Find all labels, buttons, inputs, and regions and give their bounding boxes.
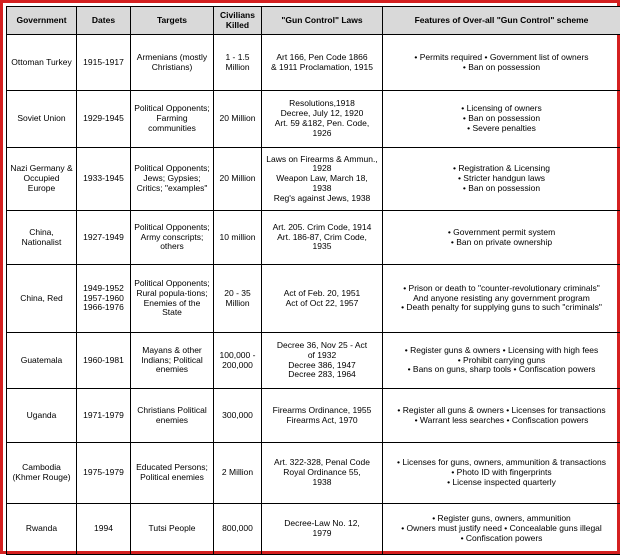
table-row [7, 443, 620, 504]
cell-laws: Art. 322-328, Penal Code Royal Ordinance 55, 1938 [262, 443, 383, 504]
cell-laws: Decree-Law No. 12, 1979 [262, 504, 383, 555]
cell-government: China, Red [7, 265, 77, 333]
cell-features [383, 148, 620, 211]
cell-killed: 1 - 1.5 Million [214, 35, 262, 91]
header-targets: Targets [131, 7, 214, 35]
cell-features [383, 333, 620, 389]
feature-line: • Prison or death to "counter-revolutionary criminals" [385, 284, 618, 294]
cell-dates: 1933-1945 [77, 148, 131, 211]
cell-features [383, 389, 620, 443]
cell-government: Ottoman Turkey [7, 35, 77, 91]
header-features: Features of Over-all "Gun Control" scheme [383, 7, 620, 35]
cell-features [383, 443, 620, 504]
feature-line: • Stricter handgun laws [385, 174, 618, 184]
cell-laws: Resolutions,1918 Decree, July 12, 1920 Art. 59 &182, Pen. Code, 1926 [262, 91, 383, 148]
feature-line: • Death penalty for supplying guns to such "criminals" [385, 303, 618, 313]
header-laws: "Gun Control" Laws [262, 7, 383, 35]
feature-line: • Licenses for guns, owners, ammunition & transactions [385, 458, 618, 468]
cell-dates: 1949-1952 1957-1960 1966-1976 [77, 265, 131, 333]
table-row [7, 265, 620, 333]
cell-government: Cambodia (Khmer Rouge) [7, 443, 77, 504]
cell-targets: Political Opponents; Army conscripts; others [131, 211, 214, 265]
table-row [7, 211, 620, 265]
cell-targets: Educated Persons; Political enemies [131, 443, 214, 504]
feature-line: • Ban on possession [385, 63, 618, 73]
cell-killed: 20 Million [214, 148, 262, 211]
feature-line: • Register all guns & owners • Licenses for transactions [385, 406, 618, 416]
cell-government: Rwanda [7, 504, 77, 555]
cell-targets: Political Opponents; Jews; Gypsies; Critics; "examples" [131, 148, 214, 211]
feature-line: • License inspected quarterly [385, 478, 618, 488]
cell-government: Guatemala [7, 333, 77, 389]
cell-dates: 1929-1945 [77, 91, 131, 148]
table-row [7, 389, 620, 443]
cell-laws: Laws on Firearms & Ammun., 1928 Weapon Law, March 18, 1938 Reg's against Jews, 1938 [262, 148, 383, 211]
cell-features [383, 265, 620, 333]
header-government: Government [7, 7, 77, 35]
cell-government: China, Nationalist [7, 211, 77, 265]
cell-targets: Armenians (mostly Christians) [131, 35, 214, 91]
cell-killed: 2 Million [214, 443, 262, 504]
cell-laws: Art. 205. Crim Code, 1914 Art. 186-87, Crim Code, 1935 [262, 211, 383, 265]
cell-killed: 300,000 [214, 389, 262, 443]
feature-line: • Register guns, owners, ammunition [385, 514, 618, 524]
cell-laws: Act of Feb. 20, 1951 Act of Oct 22, 1957 [262, 265, 383, 333]
cell-laws: Art 166, Pen Code 1866 & 1911 Proclamation, 1915 [262, 35, 383, 91]
cell-killed: 20 Million [214, 91, 262, 148]
cell-government: Uganda [7, 389, 77, 443]
header-dates: Dates [77, 7, 131, 35]
feature-line: • Ban on possession [385, 184, 618, 194]
feature-line: • Owners must justify need • Concealable guns illegal [385, 524, 618, 534]
table-row [7, 35, 620, 91]
cell-features [383, 35, 620, 91]
cell-dates: 1994 [77, 504, 131, 555]
feature-line: And anyone resisting any government program [385, 294, 618, 304]
table-row [7, 333, 620, 389]
feature-line: • Prohibit carrying guns [385, 356, 618, 366]
feature-line: • Severe penalties [385, 124, 618, 134]
feature-line: • Register guns & owners • Licensing with high fees [385, 346, 618, 356]
cell-targets: Political Opponents; Farming communities [131, 91, 214, 148]
cell-targets: Mayans & other Indians; Political enemies [131, 333, 214, 389]
feature-line: • Ban on possession [385, 114, 618, 124]
cell-targets: Political Opponents; Rural popula-tions; Enemies of the State [131, 265, 214, 333]
cell-government: Soviet Union [7, 91, 77, 148]
table-row [7, 148, 620, 211]
cell-government: Nazi Germany & Occupied Europe [7, 148, 77, 211]
cell-targets: Christians Political enemies [131, 389, 214, 443]
cell-killed: 10 million [214, 211, 262, 265]
cell-dates: 1960-1981 [77, 333, 131, 389]
feature-line: • Licensing of owners [385, 104, 618, 114]
gun-control-table [6, 6, 620, 555]
cell-killed: 800,000 [214, 504, 262, 555]
cell-targets: Tutsi People [131, 504, 214, 555]
table-row [7, 91, 620, 148]
cell-laws: Decree 36, Nov 25 - Act of 1932 Decree 386, 1947 Decree 283, 1964 [262, 333, 383, 389]
feature-line: • Permits required • Government list of owners [385, 53, 618, 63]
cell-dates: 1975-1979 [77, 443, 131, 504]
header-row [7, 7, 620, 35]
feature-line: • Confiscation powers [385, 534, 618, 544]
feature-line: • Photo ID with fingerprints [385, 468, 618, 478]
cell-dates: 1927-1949 [77, 211, 131, 265]
cell-laws: Firearms Ordinance, 1955 Firearms Act, 1970 [262, 389, 383, 443]
table-row [7, 504, 620, 555]
feature-line: • Government permit system [385, 228, 618, 238]
cell-killed: 100,000 - 200,000 [214, 333, 262, 389]
header-civilians-killed: Civilians Killed [214, 7, 262, 35]
feature-line: • Registration & Licensing [385, 164, 618, 174]
feature-line: • Bans on guns, sharp tools • Confiscation powers [385, 365, 618, 375]
feature-line: • Ban on private ownership [385, 238, 618, 248]
cell-killed: 20 - 35 Million [214, 265, 262, 333]
cell-features [383, 91, 620, 148]
cell-features [383, 504, 620, 555]
feature-line: • Warrant less searches • Confiscation powers [385, 416, 618, 426]
cell-dates: 1915-1917 [77, 35, 131, 91]
cell-features [383, 211, 620, 265]
cell-dates: 1971-1979 [77, 389, 131, 443]
